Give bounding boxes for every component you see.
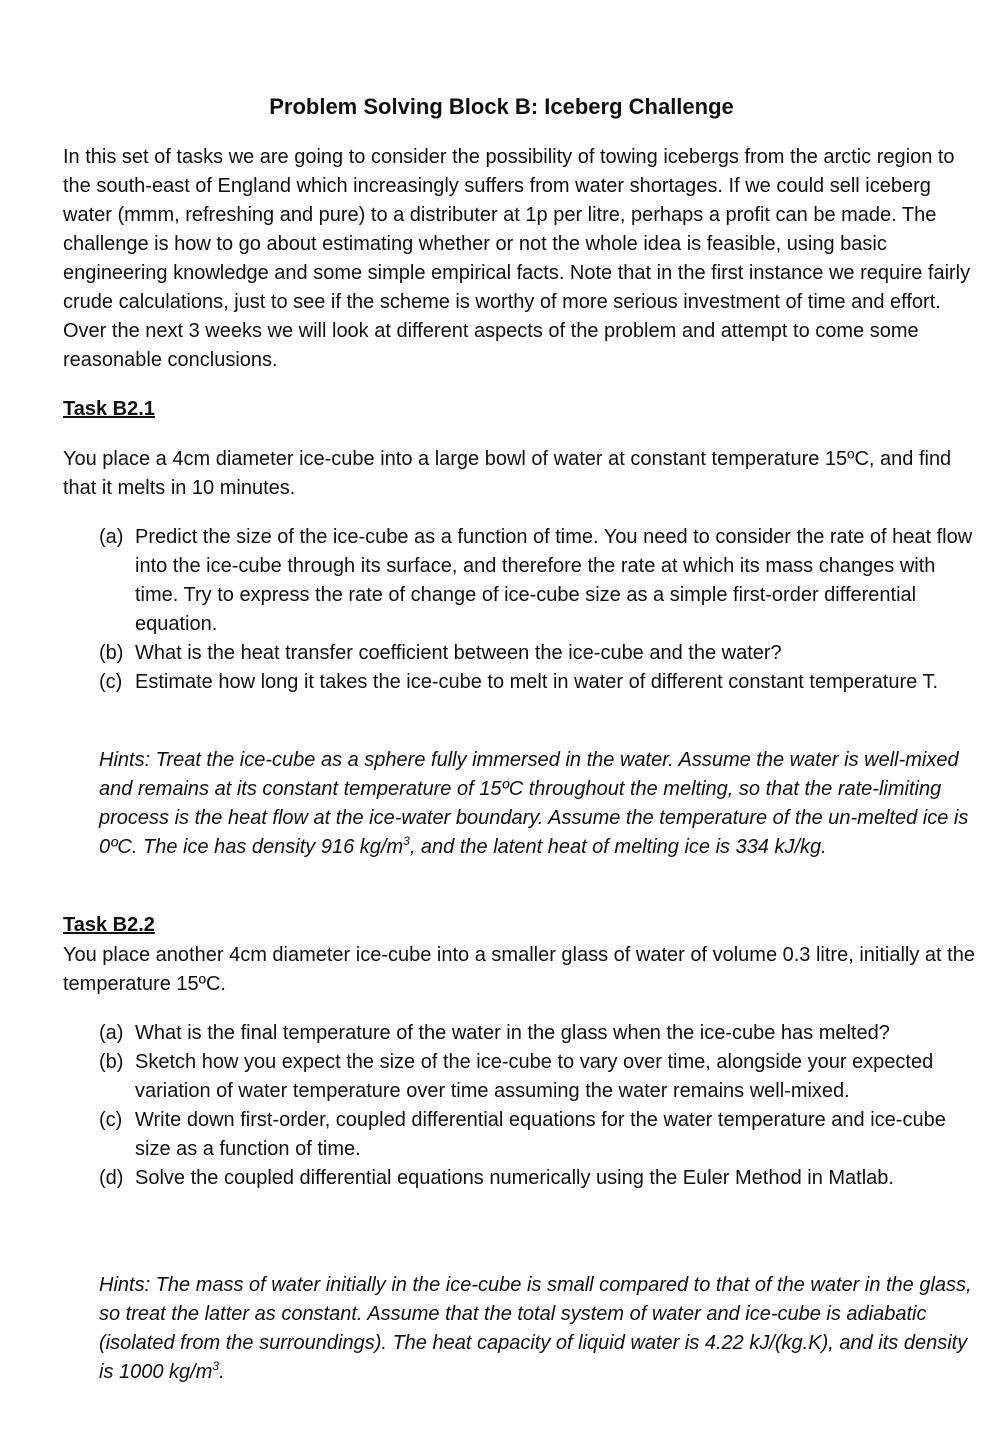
list-item bbox=[99, 1106, 979, 1164]
list-item-text: Sketch how you expect the size of the ice-cube to vary over time, alongside your expected variation of water temperature over time assuming the water remains well-mixed. bbox=[135, 1051, 934, 1102]
task-b22-heading: Task B2.2 bbox=[63, 914, 155, 936]
list-item bbox=[99, 523, 979, 639]
list-item-text: Predict the size of the ice-cube as a function of time. You need to consider the rate of heat flow into the ice-cube through its surface, and therefore the rate at which its mass changes with time. Try to express the rate of change of ice-cube size as a simple first-order differential equation. bbox=[135, 526, 973, 635]
task-b21-questions bbox=[99, 523, 979, 697]
list-item bbox=[99, 1164, 979, 1193]
list-marker: (a) bbox=[99, 1022, 124, 1044]
list-item-text: What is the heat transfer coefficient between the ice-cube and the water? bbox=[135, 642, 782, 664]
task-b22-questions bbox=[99, 1019, 979, 1193]
list-marker: (b) bbox=[99, 1051, 124, 1073]
list-item bbox=[99, 639, 979, 668]
task-b21-statement: You place a 4cm diameter ice-cube into a large bowl of water at constant temperature 15ºC, and find that it melts in 10 minutes. bbox=[63, 448, 952, 499]
list-item-text: Estimate how long it takes the ice-cube to melt in water of different constant temperature T. bbox=[135, 671, 939, 693]
hint-text: Hints: Treat the ice-cube as a sphere fully immersed in the water. Assume the water is well-mixed and remains at its constant temperature of 15ºC throughout the melting, so that the rate-limiting process is the heat flow at the ice-water boundary. Assume the temperature of the un-melted ice is 0ºC. The ice has density 916 kg/m bbox=[99, 749, 969, 858]
superscript: 3 bbox=[403, 834, 410, 848]
hint-text: , and the latent heat of melting ice is 334 kJ/kg. bbox=[409, 836, 827, 858]
task-b22-statement: You place another 4cm diameter ice-cube into a smaller glass of water of volume 0.3 litre, initially at the temperature 15ºC. bbox=[63, 944, 975, 995]
list-item bbox=[99, 1019, 979, 1048]
hint-text: . bbox=[219, 1361, 225, 1383]
task-b21-hints bbox=[99, 746, 979, 862]
intro-paragraph: In this set of tasks we are going to consider the possibility of towing icebergs from the arctic region to the south-east of England which increasingly suffers from water shortages. If we could sell iceberg water (mmm, refreshing and pure) to a distributer at 1p per litre, perhaps a profit can be made. The challenge is how to go about estimating whether or not the whole idea is feasible, using basic engineering knowledge and some simple empirical facts. Note that in the first instance we require fairly crude calculations, just to see if the scheme is worthy of more serious investment of time and effort. Over the next 3 weeks we will look at different aspects of the problem and attempt to come some reasonable conclusions. bbox=[63, 146, 971, 371]
hint-text: Hints: The mass of water initially in the ice-cube is small compared to that of the water in the glass, so treat the latter as constant. Assume that the total system of water and ice-cube is adiabatic (isolated from the surroundings). The heat capacity of liquid water is 4.22 kJ/(kg.K), and its density is 1000 kg/m bbox=[99, 1274, 972, 1383]
task-b22-hints bbox=[99, 1271, 979, 1387]
list-marker: (c) bbox=[99, 671, 123, 693]
superscript: 3 bbox=[212, 1359, 220, 1373]
task-b21-heading: Task B2.1 bbox=[63, 398, 155, 420]
list-marker: (b) bbox=[99, 642, 124, 664]
list-marker: (a) bbox=[99, 526, 124, 548]
list-marker: (c) bbox=[99, 1109, 123, 1131]
page-title: Problem Solving Block B: Iceberg Challenge bbox=[269, 94, 734, 119]
list-item-text: Solve the coupled differential equations numerically using the Euler Method in Matlab. bbox=[135, 1167, 894, 1189]
list-item-text: What is the final temperature of the water in the glass when the ice-cube has melted? bbox=[135, 1022, 890, 1044]
list-item bbox=[99, 668, 979, 697]
list-marker: (d) bbox=[99, 1167, 124, 1189]
list-item-text: Write down first-order, coupled differential equations for the water temperature and ice-cube size as a function of time. bbox=[135, 1109, 946, 1160]
list-item bbox=[99, 1048, 979, 1106]
